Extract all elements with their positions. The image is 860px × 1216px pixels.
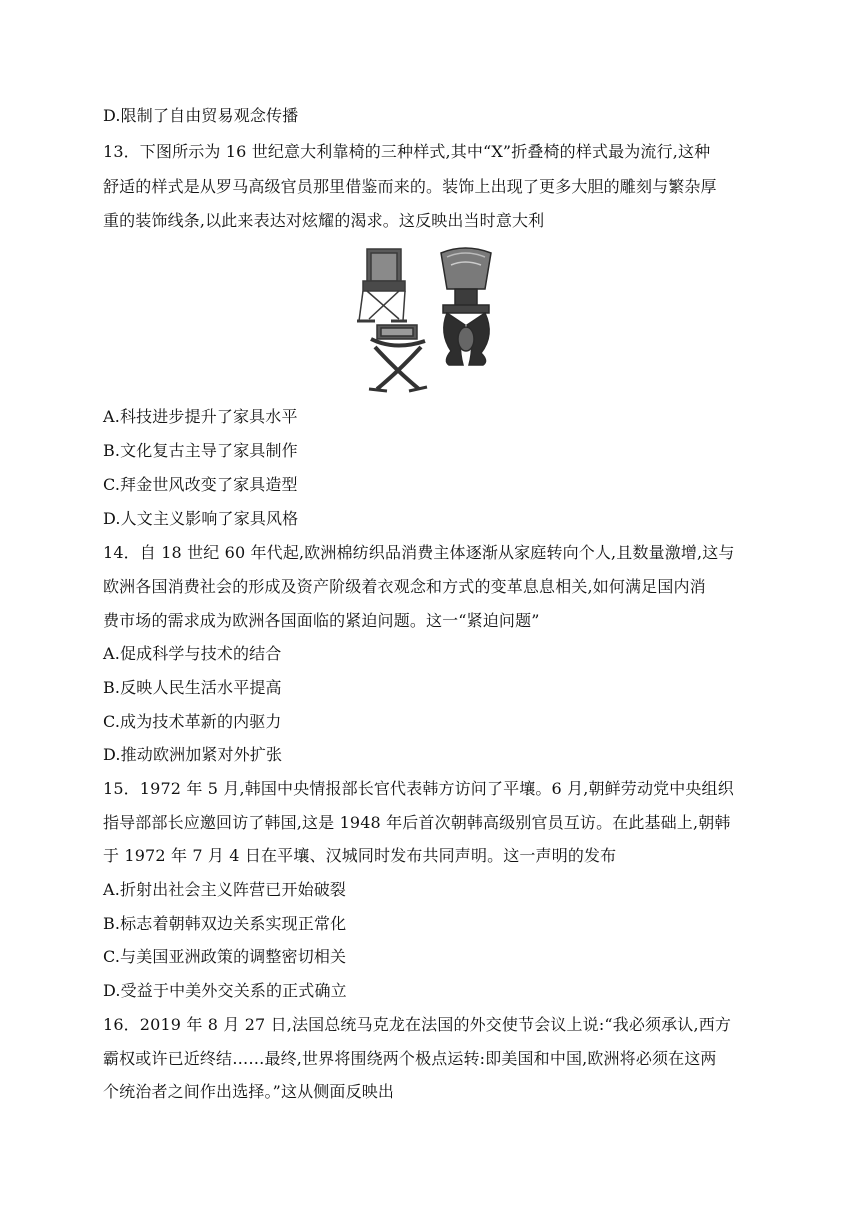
q12-option-d: D.限制了自由贸易观念传播 xyxy=(103,106,299,125)
q15-option-c: C.与美国亚洲政策的调整密切相关 xyxy=(103,947,347,966)
q16-stem-line-1: 16．2019 年 8 月 27 日,法国总统马克龙在法国的外交使节会议上说:“我必须承认,西方 xyxy=(103,1015,731,1034)
q16-stem-line-3: 个统治者之间作出选择。”这从侧面反映出 xyxy=(103,1082,395,1101)
q16-stem-line-2: 霸权或许已近终结……最终,世界将围绕两个极点运转:即美国和中国,欧洲将必须在这两 xyxy=(103,1049,717,1068)
q13-option-c: C.拜金世风改变了家具造型 xyxy=(103,475,298,494)
q14-option-c: C.成为技术革新的内驱力 xyxy=(103,712,282,731)
q15-stem-line-2: 指导部部长应邀回访了韩国,这是 1948 年后首次朝韩高级别官员互访。在此基础上,朝韩 xyxy=(103,813,731,832)
q14-option-d: D.推动欧洲加紧对外扩张 xyxy=(103,745,283,764)
q13-stem-line-2: 舒适的样式是从罗马高级官员那里借鉴而来的。装饰上出现了更多大胆的雕刻与繁杂厚 xyxy=(103,177,717,196)
chairs-figure xyxy=(355,243,515,395)
chair-x-folding-image xyxy=(369,325,427,391)
q13-option-d: D.人文主义影响了家具风格 xyxy=(103,509,299,528)
q13-option-b: B.文化复古主导了家具制作 xyxy=(103,441,298,460)
q15-option-b: B.标志着朝韩双边关系实现正常化 xyxy=(103,914,347,933)
q14-option-b: B.反映人民生活水平提高 xyxy=(103,678,282,697)
q13-stem-line-1: 13．下图所示为 16 世纪意大利靠椅的三种样式,其中“X”折叠椅的样式最为流行,这种 xyxy=(103,142,711,161)
q15-option-a: A.折射出社会主义阵营已开始破裂 xyxy=(103,880,347,899)
chair-sgabello-image xyxy=(441,248,491,365)
chair-armchair-image xyxy=(357,249,407,321)
q15-stem-line-1: 15．1972 年 5 月,韩国中央情报部长官代表韩方访问了平壤。6 月,朝鲜劳动党中央组织 xyxy=(103,779,734,798)
q13-stem-line-3: 重的装饰线条,以此来表达对炫耀的渴求。这反映出当时意大利 xyxy=(103,211,545,230)
q14-stem-line-2: 欧洲各国消费社会的形成及资产阶级着衣观念和方式的变革息息相关,如何满足国内消 xyxy=(103,577,706,596)
q15-stem-line-3: 于 1972 年 7 月 4 日在平壤、汉城同时发布共同声明。这一声明的发布 xyxy=(103,846,617,865)
q14-stem-line-1: 14．自 18 世纪 60 年代起,欧洲棉纺织品消费主体逐渐从家庭转向个人,且数量激增,这与 xyxy=(103,543,735,562)
q14-stem-line-3: 费市场的需求成为欧洲各国面临的紧迫问题。这一“紧迫问题” xyxy=(103,611,540,630)
q15-option-d: D.受益于中美外交关系的正式确立 xyxy=(103,981,347,1000)
q14-option-a: A.促成科学与技术的结合 xyxy=(103,644,282,663)
q13-option-a: A.科技进步提升了家具水平 xyxy=(103,407,298,426)
